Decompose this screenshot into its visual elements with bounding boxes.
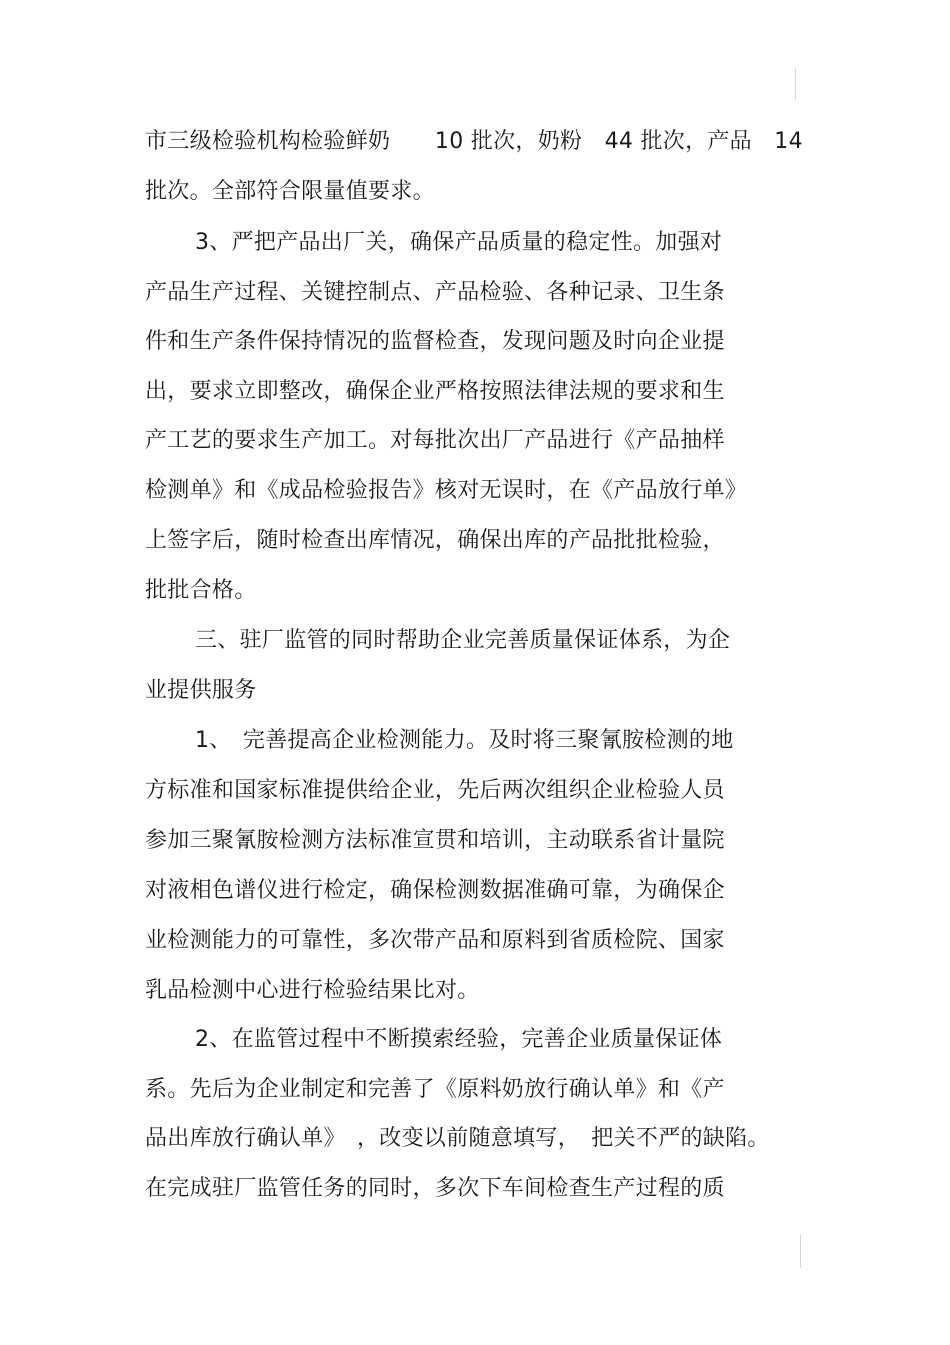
text-line: 批批合格。 — [145, 578, 257, 603]
text-line: 对液相色谱仪进行检定，确保检测数据准确可靠，为确保企 — [145, 878, 725, 903]
text-line: 品出库放行确认单》 ，改变以前随意填写， 把关不严的缺陷。 — [145, 1126, 770, 1151]
margin-mark-top — [795, 68, 796, 100]
text-line: 乳品检测中心进行检验结果比对。 — [145, 978, 480, 1003]
text-line: 产品生产过程、关键控制点、产品检验、各种记录、卫生条 — [145, 280, 725, 305]
text-line: 系。先后为企业制定和完善了《原料奶放行确认单》和《产 — [145, 1077, 725, 1102]
text-line: 业检测能力的可靠性，多次带产品和原料到省质检院、国家 — [145, 928, 725, 953]
text-line: 三、驻厂监管的同时帮助企业完善质量保证体系，为企 — [195, 628, 731, 653]
text-line: 2、在监管过程中不断摸索经验，完善企业质量保证体 — [195, 1027, 723, 1052]
text-line: 件和生产条件保持情况的监督检查，发现问题及时向企业提 — [145, 329, 725, 354]
margin-mark-bottom — [800, 1234, 801, 1268]
text-line: 参加三聚氰胺检测方法标准宣贯和培训，主动联系省计量院 — [145, 828, 725, 853]
text-line: 上签字后，随时检查出库情况，确保出库的产品批批检验， — [145, 528, 725, 553]
text-line: 检测单》和《成品检验报告》核对无误时，在《产品放行单》 — [145, 478, 748, 503]
text-line: 1、 完善提高企业检测能力。及时将三聚氰胺检测的地 — [195, 728, 734, 753]
text-line: 批次。全部符合限量值要求。 — [145, 179, 435, 204]
text-line: 3、严把产品出厂关，确保产品质量的稳定性。加强对 — [195, 230, 723, 255]
text-line: 产工艺的要求生产加工。对每批次出厂产品进行《产品抽样 — [145, 428, 725, 453]
text-line: 出，要求立即整改，确保企业严格按照法律法规的要求和生 — [145, 379, 725, 404]
text-line: 业提供服务 — [145, 678, 257, 703]
text-line: 市三级检验机构检验鲜奶 10 批次，奶粉 44 批次，产品 14 — [145, 129, 803, 154]
text-line: 在完成驻厂监管任务的同时，多次下车间检查生产过程的质 — [145, 1176, 725, 1201]
text-line: 方标准和国家标准提供给企业，先后两次组织企业检验人员 — [145, 778, 725, 803]
